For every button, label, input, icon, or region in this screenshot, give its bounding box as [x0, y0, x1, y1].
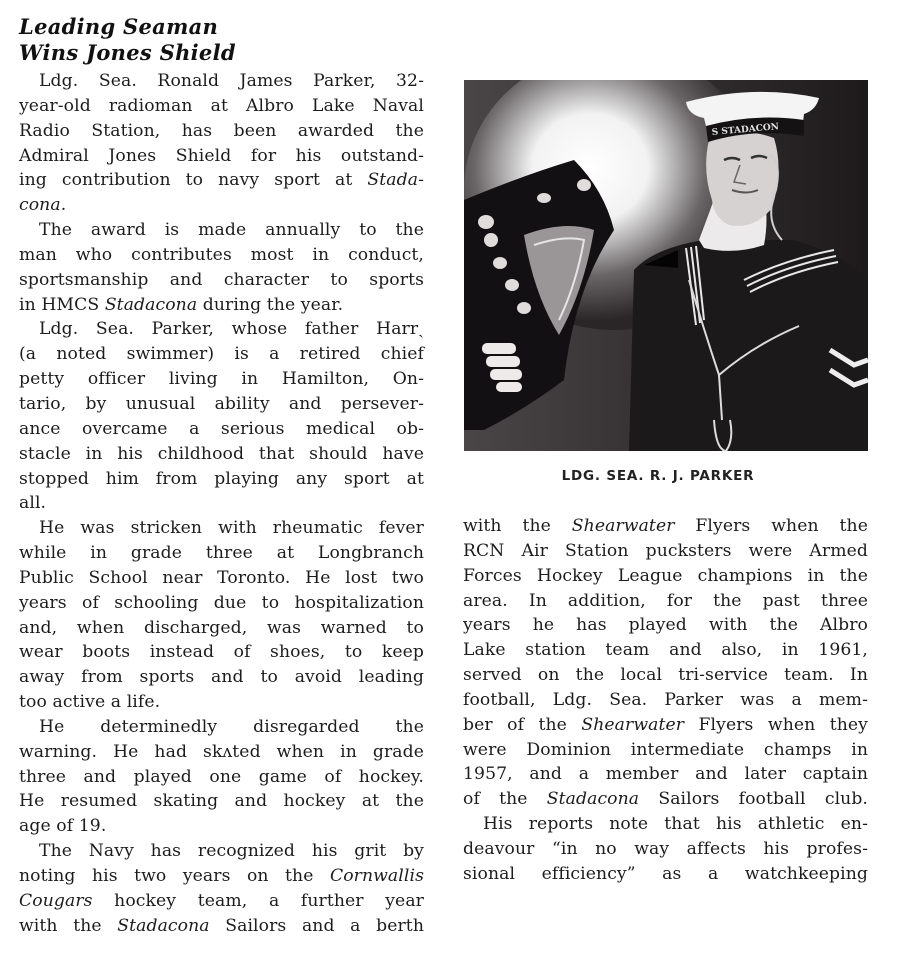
- text-segment: ance overcame a serious medical ob-: [19, 418, 424, 439]
- text-line: [19, 789, 424, 814]
- text-segment: Forces Hockey League champions in the: [463, 565, 868, 586]
- text-segment: RCN Air Station pucksters were Armed: [463, 540, 868, 561]
- text-segment: .: [60, 195, 67, 216]
- text-segment: Lake station team and also, in 1961,: [463, 640, 868, 661]
- text-line: [19, 616, 424, 641]
- text-segment: Flyers when they: [684, 714, 868, 735]
- text-segment: wear boots instead of shoes, to keep: [19, 642, 424, 663]
- text-segment: years of schooling due to hospitalization: [19, 592, 424, 613]
- text-line: [19, 293, 424, 318]
- text-line: [19, 740, 424, 765]
- text-line: [19, 516, 424, 541]
- article-headline: [19, 14, 424, 66]
- cap-tally-text: S STADACON: [711, 122, 780, 138]
- text-segment: Radio Station, has been awarded the: [19, 120, 424, 141]
- text-line: [19, 119, 424, 144]
- text-line: [463, 564, 868, 589]
- text-segment: tario, by unusual ability and persever-: [19, 393, 424, 414]
- text-line: [19, 491, 424, 516]
- text-segment: (a noted swimmer) is a retired chief: [19, 344, 424, 365]
- text-segment: hockey team, a further year: [92, 890, 424, 911]
- text-segment: too active a life.: [19, 692, 161, 713]
- text-segment: sportsmanship and character to sports: [19, 269, 424, 290]
- text-segment: area. In addition, for the past three: [463, 590, 868, 611]
- text-line: [19, 864, 424, 889]
- headline-line: Leading Seaman: [19, 14, 219, 39]
- text-line: [19, 417, 424, 442]
- text-segment: The award is made annually to the: [39, 220, 424, 241]
- text-segment: The Navy has recognized his grit by: [39, 841, 424, 862]
- text-segment: He resumed skating and hockey at the: [19, 791, 424, 812]
- text-segment: ber of the: [463, 714, 582, 735]
- text-line: [19, 541, 424, 566]
- text-segment: Admiral Jones Shield for his outstand-: [19, 145, 424, 166]
- text-segment: with the: [19, 915, 118, 936]
- text-segment: three and played one game of hockey.: [19, 766, 424, 787]
- text-line: [19, 392, 424, 417]
- text-line: [19, 243, 424, 268]
- uniform-torso: [629, 240, 868, 451]
- text-segment: away from sports and to avoid leading: [19, 667, 424, 688]
- text-segment: were Dominion intermediate champs in: [463, 739, 868, 760]
- text-segment: sional efficiency” as a watchkeeping: [463, 863, 868, 884]
- text-segment: during the year.: [197, 294, 344, 315]
- text-segment: Public School near Toronto. He lost two: [19, 567, 424, 588]
- text-line: [19, 566, 424, 591]
- text-segment: of the: [463, 789, 547, 810]
- text-segment: man who contributes most in conduct,: [19, 244, 424, 265]
- text-line: [19, 640, 424, 665]
- text-segment: ing contribution to navy sport at: [19, 170, 368, 191]
- text-line: [19, 268, 424, 293]
- text-line: [463, 787, 868, 812]
- text-line: [463, 713, 868, 738]
- text-segment: served on the local tri-service team. In: [463, 665, 868, 686]
- text-line: [19, 94, 424, 119]
- text-line: [463, 613, 868, 638]
- italic-segment: Stadacona: [104, 294, 198, 315]
- photo-caption: LDG. SEA. R. J. PARKER: [561, 468, 755, 484]
- text-segment: stacle in his childhood that should have: [19, 443, 424, 464]
- text-line: [463, 837, 868, 862]
- text-segment: all.: [19, 493, 47, 514]
- text-line: [19, 591, 424, 616]
- italic-segment: cona: [19, 195, 61, 216]
- text-segment: and, when discharged, was warned to: [19, 617, 424, 638]
- text-line: [19, 889, 424, 914]
- sailor-with-shield-illustration: [464, 80, 868, 451]
- text-segment: while in grade three at Longbranch: [19, 543, 424, 564]
- text-line: [463, 539, 868, 564]
- text-line: [463, 812, 868, 837]
- text-segment: Ldg. Sea. Parker, whose father Harrˏ: [39, 319, 424, 340]
- text-line: [19, 442, 424, 467]
- text-segment: Sailors football club.: [639, 789, 868, 810]
- text-segment: in HMCS: [19, 294, 105, 315]
- text-segment: football, Ldg. Sea. Parker was a mem-: [463, 689, 868, 710]
- text-line: [19, 69, 424, 94]
- text-line: [463, 638, 868, 663]
- text-segment: with the: [463, 516, 572, 536]
- text-line: [463, 514, 868, 539]
- text-line: [19, 168, 424, 193]
- face: [706, 132, 778, 226]
- text-segment: 1957, and a member and later captain: [463, 764, 868, 785]
- text-line: [19, 914, 424, 939]
- text-line: [463, 862, 868, 887]
- text-line: [19, 467, 424, 492]
- text-line: [463, 688, 868, 713]
- right-column-body: [463, 514, 868, 887]
- text-segment: He was stricken with rheumatic fever: [39, 518, 424, 539]
- text-segment: Sailors and a berth: [209, 915, 424, 936]
- right-column: [463, 511, 868, 887]
- text-segment: age of 19.: [19, 816, 107, 837]
- headline-line: Wins Jones Shield: [19, 40, 236, 65]
- italic-segment: Stadacona: [117, 915, 210, 936]
- text-line: [19, 765, 424, 790]
- text-segment: Flyers when the: [674, 516, 868, 536]
- text-segment: year-old radioman at Albro Lake Naval: [19, 95, 424, 116]
- text-line: [19, 218, 424, 243]
- text-segment: years he has played with the Albro: [463, 615, 868, 636]
- italic-segment: Cougars: [19, 890, 93, 911]
- italic-segment: Shearwater: [581, 714, 685, 735]
- italic-segment: Cornwallis: [329, 866, 424, 886]
- italic-segment: Shearwater: [571, 516, 675, 536]
- text-segment: deavour “in no way affects his profes-: [463, 838, 868, 859]
- text-line: [19, 342, 424, 367]
- parker-photo: [464, 80, 868, 451]
- text-segment: noting his two years on the: [19, 866, 330, 886]
- left-column: [19, 14, 424, 939]
- text-segment: His reports note that his athletic en-: [483, 814, 868, 835]
- text-line: [19, 317, 424, 342]
- text-line: [463, 663, 868, 688]
- left-column-body: [19, 69, 424, 939]
- text-line: [19, 193, 424, 218]
- text-line: [19, 839, 424, 864]
- text-line: [19, 665, 424, 690]
- text-segment: He determinedly disregarded the: [39, 716, 424, 737]
- text-segment: Ldg. Sea. Ronald James Parker, 32-: [39, 71, 424, 91]
- text-line: [19, 144, 424, 169]
- italic-segment: Stadacona: [546, 789, 640, 810]
- text-line: [19, 715, 424, 740]
- text-line: [19, 814, 424, 839]
- text-line: [19, 690, 424, 715]
- text-segment: warning. He had skʌted when in grade: [19, 741, 424, 762]
- text-segment: stopped him from playing any sport at: [19, 468, 424, 489]
- text-line: [463, 762, 868, 787]
- text-line: [19, 367, 424, 392]
- text-line: [463, 738, 868, 763]
- text-segment: petty officer living in Hamilton, On-: [19, 369, 424, 390]
- italic-segment: Stada-: [367, 170, 424, 191]
- text-line: [463, 589, 868, 614]
